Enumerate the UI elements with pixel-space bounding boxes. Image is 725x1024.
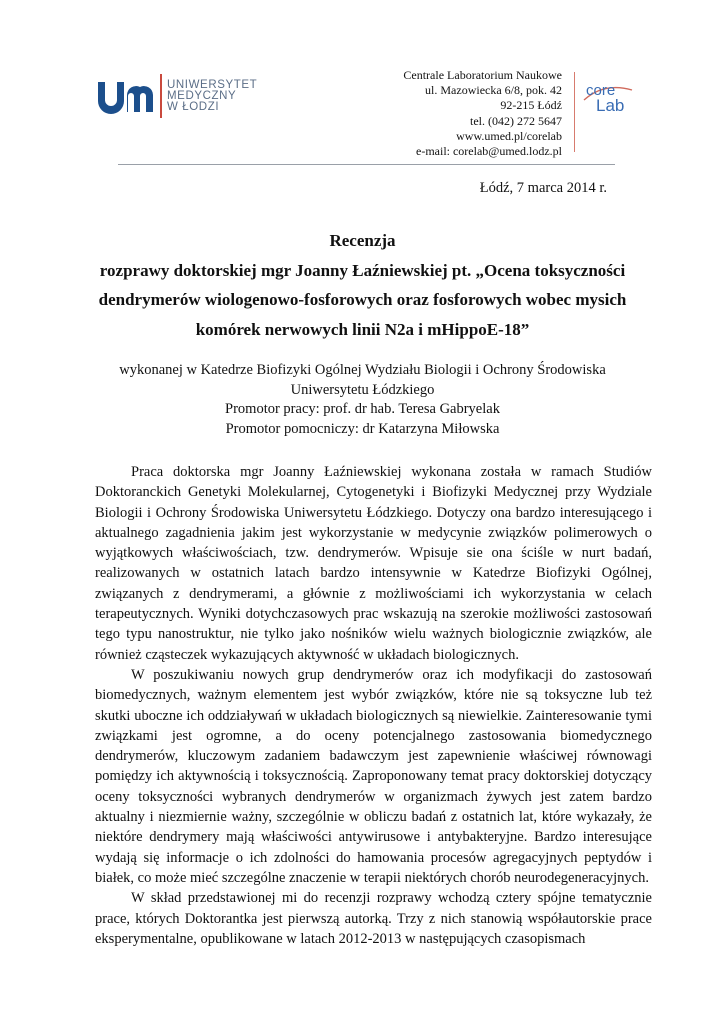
university-name-line: UNIWERSYTET: [167, 79, 258, 91]
university-name: [167, 80, 257, 113]
logo-m-shape: [127, 86, 153, 112]
thesis-info-line: Promotor pracy: prof. dr hab. Teresa Gabryelak: [225, 401, 500, 417]
thesis-info-line: wykonanej w Katedrze Biofizyki Ogólnej Wydziału Biologii i Ochrony Środowiska: [119, 362, 606, 378]
logo-divider: [160, 74, 162, 118]
body-paragraph: W poszukiwaniu nowych grup dendrymerów oraz ich modyfikacji do zastosowań biomedycznych, ważnym elementem jest wybór związków, które nie są toksyczne lub też skutki uboczne ich oddziaływań w układach biologicznych są niewielkie. Zainteresowanie tymi związkami jest ogromne, a do oceny potencjalnego zastosowania biomedycznego dendrymerów, kluczowym zadaniem badawczym jest zapewnienie właściwej równowagi pomiędzy ich aktywnością i toksycznością. Zaproponowany temat pracy doktorskiej dotyczący oceny toksyczności wybranych dendrymerów w organizmach żywych jest zatem bardzo aktualny i niezmiernie ważny, szczególnie w obliczu badań z ostatnich lat, które wykazały, że niektóre dendrymery mają właściwości antywirusowe i antybakteryjne. Bardzo interesujące wydają się informacje o ich zdolności do hamowania procesów agregacyjnych peptydów i białek, co może mieć szczególne znaczenie w terapii niektórych chorób neurodegeneracyjnych.: [95, 666, 652, 886]
title-line: Recenzja: [329, 231, 396, 250]
title-line: dendrymerów wiologenowo-fosforowych oraz fosforowych wobec mysich: [98, 290, 627, 309]
university-name-line: MEDYCZNY: [167, 90, 237, 102]
corelab-logo-top: core: [586, 82, 616, 99]
title-line: komórek nerwowych linii N2a i mHippoE-18”: [195, 319, 530, 339]
address-line: www.umed.pl/corelab: [456, 128, 562, 143]
address-line: tel. (042) 272 5647: [470, 113, 562, 128]
corelab-logo: [582, 78, 642, 118]
thesis-info: [60, 361, 665, 439]
address-line: e-mail: corelab@umed.lodz.pl: [416, 144, 562, 159]
review-body: [95, 462, 652, 949]
thesis-info-line: Uniwersytetu Łódzkiego: [290, 381, 435, 398]
header-divider: [118, 164, 615, 165]
logo-u-shape: [98, 82, 124, 114]
address-line: ul. Mazowiecka 6/8, pok. 42: [425, 83, 562, 98]
address-line: 92-215 Łódź: [500, 98, 562, 113]
thesis-info-line: Promotor pomocniczy: dr Katarzyna Miłowska: [225, 420, 500, 437]
review-title: [60, 226, 665, 344]
title-line: rozprawy doktorskiej mgr Joanny Łaźniewskiej pt. „Ocena toksyczności: [99, 260, 626, 280]
corelab-logo-bottom: Lab: [596, 96, 625, 115]
body-paragraph: W skład przedstawionej mi do recenzji rozprawy wchodzą cztery spójne tematycznie prace, których Doktorantka jest pierwszą autorką. Trzy z nich stanowią współautorskie prace eksperymentalne, opublikowane w latach 2012-2013 w następujących czasopismach: [95, 890, 652, 947]
body-paragraph: Praca doktorska mgr Joanny Łaźniewskiej wykonana została w ramach Studiów Doktoranckich Genetyki Molekularnej, Cytogenetyki i Biofizyki Medycznej przy Wydziale Biologii i Ochrony Środowiska Uniwersytetu Łódzkiego. Dotyczy ona bardzo interesującego i aktualnego zagadnienia jakim jest wykorzystanie w medycynie związków polimerowych o wyjątkowych właściwościach, tzw. dendrymerów. Wpisuje sie ona ściśle w nurt badań, realizowanych w ostatnich latach bardzo intensywnie w Katedrze Biofizyki Ogólnej, związanych z dendrymerami, a głównie z możliwościami ich wykorzystania w celach terapeutycznych. Wyniki dotychczasowych prac wskazują na szerokie możliwości zastosowań tego typu nanostruktur, nie tylko jako nośników wielu ważnych biologicznie związków, ale również cząsteczek wykazujących aktywność w układach biologicznych.: [95, 464, 652, 663]
address-block: [403, 68, 562, 159]
university-name-line: W ŁODZI: [167, 101, 220, 113]
address-line: Centrale Laboratorium Naukowe: [403, 68, 562, 82]
document-date: Łódź, 7 marca 2014 r.: [479, 180, 607, 196]
university-logo-mark: [96, 80, 154, 114]
corelab-divider: [574, 72, 575, 152]
